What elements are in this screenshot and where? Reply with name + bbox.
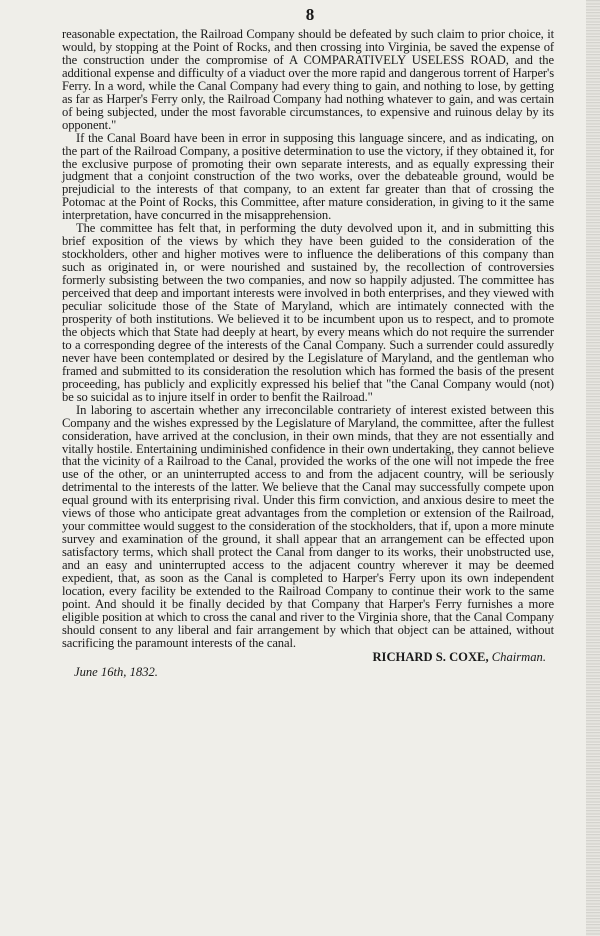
paragraph: In laboring to ascertain whether any irreconcilable contrariety of interest existed between this Company and the wishes expressed by the Legislature of Maryland, the committee, after the fullest consideration, have arrived at the conclusion, in their own minds, that they are not essentially and vitally hostile. Entertaining undiminished confidence in their own undertaking, they cannot believe that the vicinity of a Railroad to the Canal, provided the works of the one will not impede the free use of the other, or an uninterrupted access to and from the adjacent country, will be seriously detrimental to the interests of the latter. We believe that the Canal may successfully compete upon equal ground with its enterprising rival. Under this firm conviction, and anxious desire to meet the views of those who anticipate great advantages from the completion or extension of the Railroad, your committee would suggest to the consideration of the stockholders, that if, upon a more minute survey and examination of the ground, it shall appear that an arrangement can be effected upon satisfactory terms, which shall protect the Canal from danger to its works, their unobstructed use, and an easy and uninterrupted access to the adjacent country wherever it may be deemed expedient, that, as soon as the Canal is completed to Harper's Ferry upon its own independent location, every facility be extended to the Railroad Company to continue their work to the same point. And should it be finally decided by that Company that Harper's Ferry furnishes a more eligible position at which to cross the canal and river to the Virginia shore, that the Canal Company should consent to any liberal and fair arrangement by which that object can be attained, without sacrificing the paramount interests of the canal. xyxy=(62,402,554,650)
body-text xyxy=(62,28,554,650)
closing xyxy=(62,650,554,680)
page-edge-shadow xyxy=(586,0,600,936)
signature-title: Chairman. xyxy=(491,649,546,664)
paragraph-continuation: reasonable expectation, the Railroad Company should be defeated by such claim to prior choice, it would, by stopping at the Point of Rocks, and then crossing into Virginia, be saved the expense of the construction under the compromise of A COMPARATIVELY USELESS ROAD, and the additional expense and difficulty of a viaduct over the more rapid and dangerous torrent of Harper's Ferry. In a word, while the Canal Company had every thing to gain, and nothing to lose, by getting as far as Harper's Ferry only, the Railroad Company had nothing whatever to gain, and was certain of being subjected, under the most favorable circumstances, to expensive and ruinous delay by its opponent." xyxy=(62,27,554,132)
paragraph: If the Canal Board have been in error in supposing this language sincere, and as indicating, on the part of the Railroad Company, a positive determination to use the victory, if they obtained it, for the exclusive purpose of promoting their own separate interests, and as equally expressing their judgment that a conjoint construction of the two works, over the debateable ground, would be prejudicial to the interests of that company, to an extent far greater than that of crossing the Potomac at the Point of Rocks, this Committee, after mature consideration, in giving to it the same interpretation, have concurred in the misapprehension. xyxy=(62,130,554,223)
page-number: 8 xyxy=(305,5,315,24)
signature xyxy=(372,650,546,665)
date: June 16th, 1832. xyxy=(74,664,158,679)
signature-name: RICHARD S. COXE, xyxy=(372,649,489,664)
paragraph: The committee has felt that, in performing the duty devolved upon it, and in submitting this brief exposition of the views by which they have been guided to the consideration of the stockholders, other and higher motives were to influence the deliberations of this company than such as originated in, or were nourished and sustained by, the recollection of controversies formerly subsisting between the two companies, and now so happily adjusted. The committee has perceived that deep and important interests were involved in both enterprises, and they viewed with peculiar solicitude those of the State of Maryland, which are intimately connected with the prosperity of both institutions. We believed it to be incumbent upon us to respect, and to promote the objects which that State had deeply at heart, by every means which do not require the surrender to a corresponding degree of the interests of the Canal Company. Such a surrender could assuredly never have been contemplated or desired by the Legislature of Maryland, and the gentleman who framed and submitted to its consideration the resolution which has formed the basis of the present proceeding, has publicly and explicitly expressed his belief that "the Canal Company would (not) be so suicidal as to injure itself in order to benfit the Railroad." xyxy=(62,221,554,404)
